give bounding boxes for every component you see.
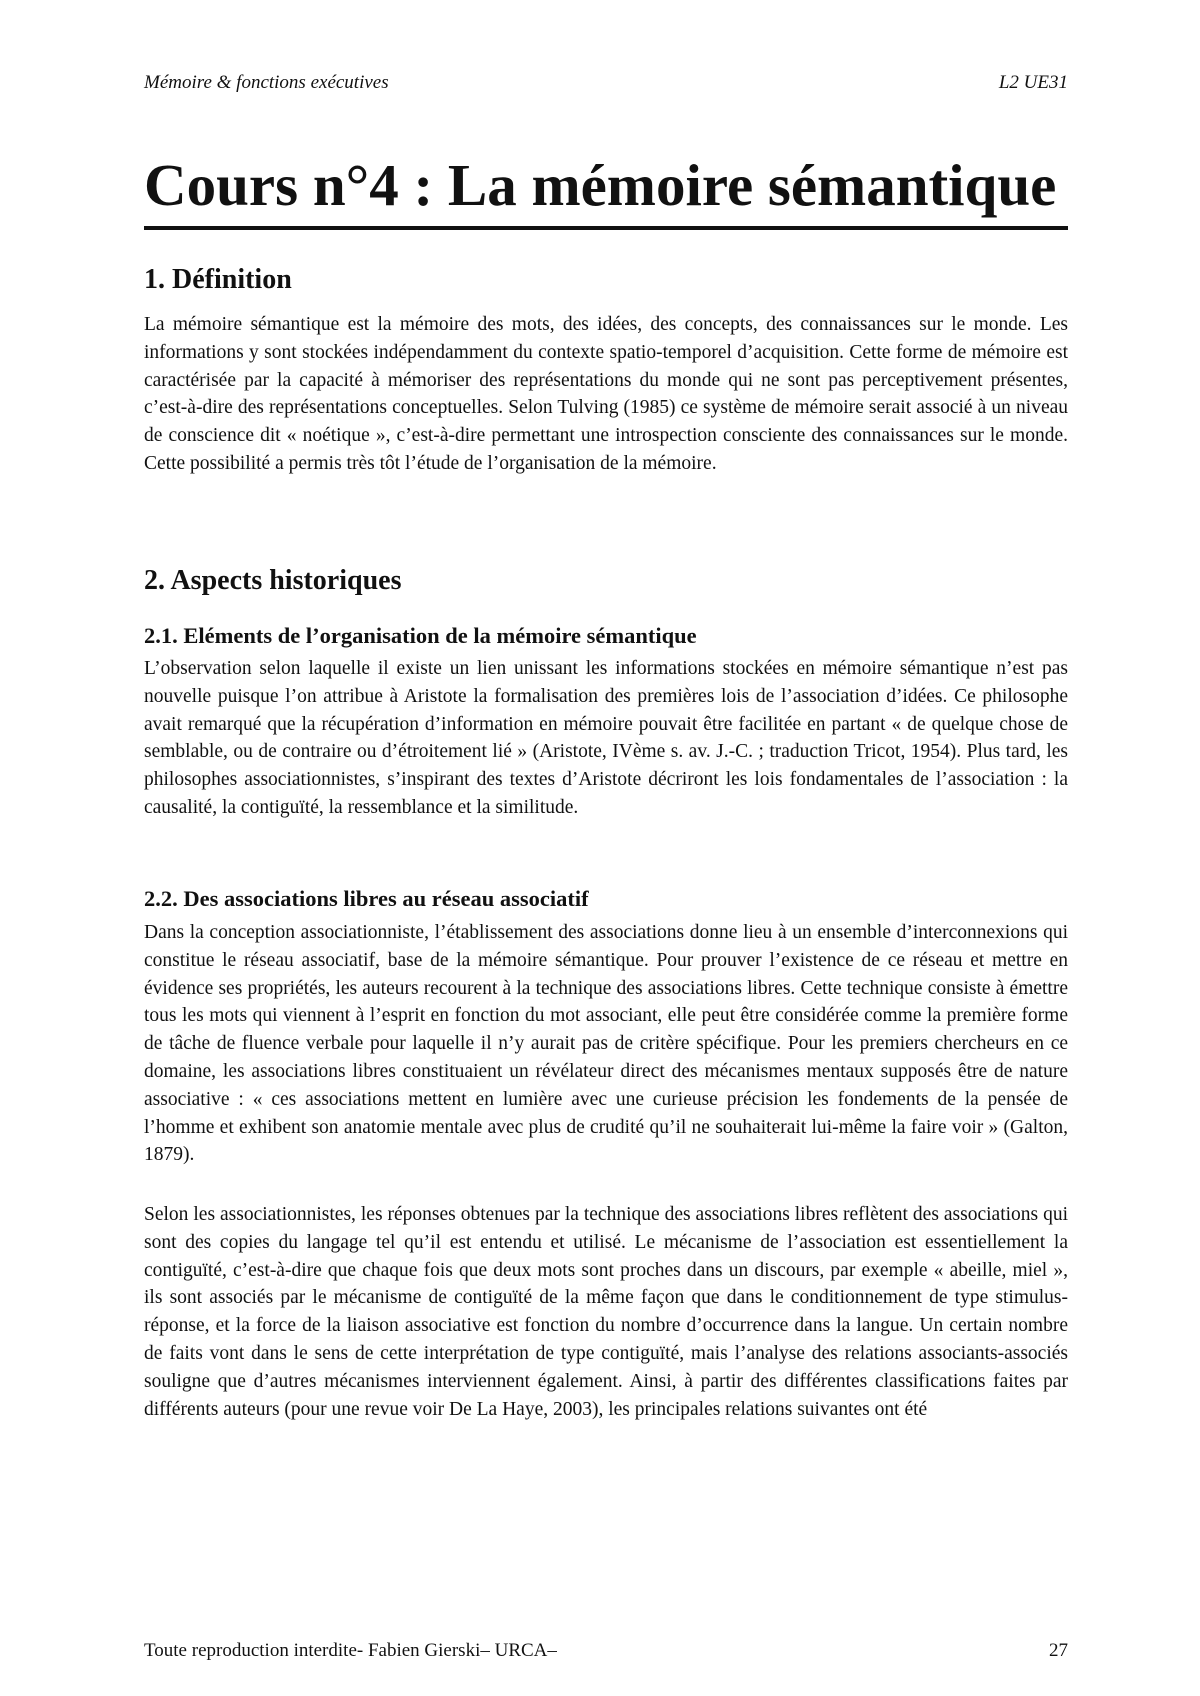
document-title: Cours n°4 : La mémoire sémantique [144,152,1057,218]
definition-paragraph: La mémoire sémantique est la mémoire des mots, des idées, des concepts, des connaissances sur le monde. Les informations y sont stockées indépendamment du contexte spatio-temporel d’acquisition. Cette forme de mémoire est caractérisée par la capacité à mémoriser des représentations du monde qui ne sont pas perceptivement présentes, c’est-à-dire des représentations conceptuelles. Selon Tulving (1985) ce système de mémoire serait associé à un niveau de conscience dit « noétique », c’est-à-dire permettant une introspection consciente des connaissances sur le monde. Cette possibilité a permis très tôt l’étude de l’organisation de la mémoire. [144,314,1068,474]
free-associations-paragraph-1: Dans la conception associationniste, l’établissement des associations donne lieu à un ensemble d’interconnexions qui constitue le réseau associatif, base de la mémoire sémantique. Pour prouver l’existence de ce réseau et mettre en évidence ses propriétés, les auteurs recourent à la technique des associations libres. Cette technique consiste à émettre tous les mots qui viennent à l’esprit en fonction du mot associant, elle peut être considérée comme la première forme de tâche de fluence verbale pour laquelle il n’y aurait pas de critère spécifique. Pour les premiers chercheurs en ce domaine, les associations libres constituaient un révélateur direct des mécanismes mentaux supposés être de nature associative : « ces associations mettent en lumière avec une curieuse précision les fondements de la pensée de l’homme et exhibent son anatomie mentale avec plus de crudité qu’il ne souhaiterait lui-même la faire voir » (Galton, 1879). [144,922,1068,1166]
free-associations-paragraph-2: Selon les associationnistes, les réponses obtenues par la technique des associations libres reflètent des associations qui sont des copies du langage tel qu’il est entendu et utilisé. Le mécanisme de l’association est essentiellement la contiguïté, c’est-à-dire que chaque fois que deux mots sont proches dans un discours, par exemple « abeille, miel », ils sont associés par le mécanisme de contiguïté de la même façon que dans le conditionnement de type stimulus-réponse, et la force de la liaison associative est fonction du nombre d’occurrence dans la langue. Un certain nombre de faits vont dans le sens de cette interprétation de type contiguïté, mais l’analyse des relations associants-associés souligne que d’autres mécanismes interviennent également. Ainsi, à partir des différentes classifications faites par différents auteurs (pour une revue voir De La Haye, 2003), les principales relations suivantes ont été [144,1204,1068,1420]
footer-copyright: Toute reproduction interdite- Fabien Gierski– URCA– [144,1640,557,1661]
organisation-paragraph: L’observation selon laquelle il existe un lien unissant les informations stockées en mémoire sémantique n’est pas nouvelle puisque l’on attribue à Aristote la formalisation des premières lois de l’association d’idées. Ce philosophe avait remarqué que la récupération d’information en mémoire pouvait être facilitée en partant « de quelque chose de semblable, ou de contraire ou d’étroitement lié » (Aristote, IVème s. av. J.-C. ; traduction Tricot, 1954). Plus tard, les philosophes associationnistes, s’inspirant des textes d’Aristote décriront les lois fondamentales de l’association : la causalité, la contiguïté, la ressemblance et la similitude. [144,658,1068,818]
running-header [144,72,1068,94]
title-underline-rule [144,226,1068,230]
page-number: 27 [1049,1640,1068,1661]
header-course-name: Mémoire & fonctions exécutives [144,72,389,93]
header-course-code: L2 UE31 [998,72,1068,93]
document-page [144,0,1068,1696]
subsection-heading-organisation: 2.1. Eléments de l’organisation de la mémoire sémantique [144,623,697,648]
section-heading-historical-aspects: 2. Aspects historiques [144,565,402,596]
section-heading-definition: 1. Définition [144,264,292,295]
running-footer [144,1640,1068,1662]
subsection-heading-free-associations: 2.2. Des associations libres au réseau associatif [144,886,589,911]
